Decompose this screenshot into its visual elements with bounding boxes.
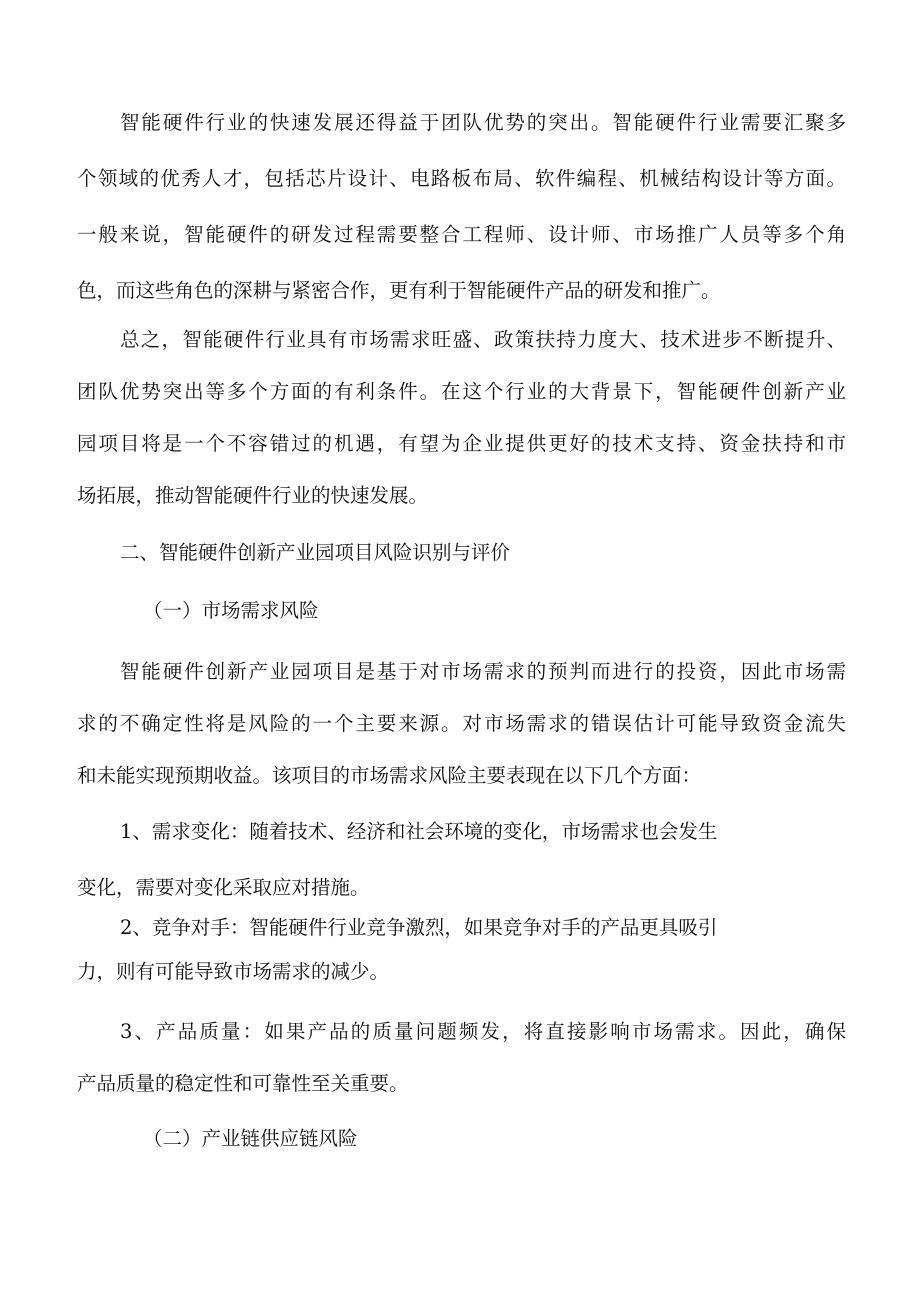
text-line: 园项目将是一个不容错过的机遇，有望为企业提供更好的技术支持、资金扶持和市 (77, 432, 848, 455)
text-line: 个领域的优秀人才，包括芯片设计、电路板布局、软件编程、机械结构设计等方面。 (77, 167, 848, 190)
text-line: 产品质量的稳定性和可靠性至关重要。 (77, 1072, 409, 1095)
text-line: 1、需求变化：随着技术、经济和社会环境的变化，市场需求也会发生 (120, 820, 718, 843)
text-line: 总之，智能硬件行业具有市场需求旺盛、政策扶持力度大、技术进步不断提升、 (120, 328, 848, 351)
text-line: 2、竞争对手：智能硬件行业竞争激烈，如果竞争对手的产品更具吸引 (120, 916, 718, 939)
text-line: 力，则有可能导致市场需求的减少。 (77, 960, 390, 983)
text-line: 求的不确定性将是风险的一个主要来源。对市场需求的错误估计可能导致资金流失 (77, 712, 848, 735)
text-line: 色，而这些角色的深耕与紧密合作，更有利于智能硬件产品的研发和推广。 (77, 279, 721, 302)
text-line: 团队优势突出等多个方面的有利条件。在这个行业的大背景下，智能硬件创新产业 (77, 380, 848, 403)
text-line: 变化，需要对变化采取应对措施。 (77, 876, 370, 899)
text-line: 3、产品质量：如果产品的质量问题频发，将直接影响市场需求。因此，确保 (120, 1020, 849, 1043)
subsection-heading: （一）市场需求风险 (143, 599, 319, 622)
text-line: 和未能实现预期收益。该项目的市场需求风险主要表现在以下几个方面： (77, 764, 702, 787)
subsection-heading: （二）产业链供应链风险 (143, 1127, 358, 1150)
text-line: 场拓展，推动智能硬件行业的快速发展。 (77, 484, 429, 507)
text-line: 智能硬件行业的快速发展还得益于团队优势的突出。智能硬件行业需要汇聚多 (120, 111, 848, 134)
text-line: 一般来说，智能硬件的研发过程需要整合工程师、设计师、市场推广人员等多个角 (77, 223, 848, 246)
section-heading: 二、智能硬件创新产业园项目风险识别与评价 (120, 541, 511, 564)
text-line: 智能硬件创新产业园项目是基于对市场需求的预判而进行的投资，因此市场需 (120, 660, 848, 683)
